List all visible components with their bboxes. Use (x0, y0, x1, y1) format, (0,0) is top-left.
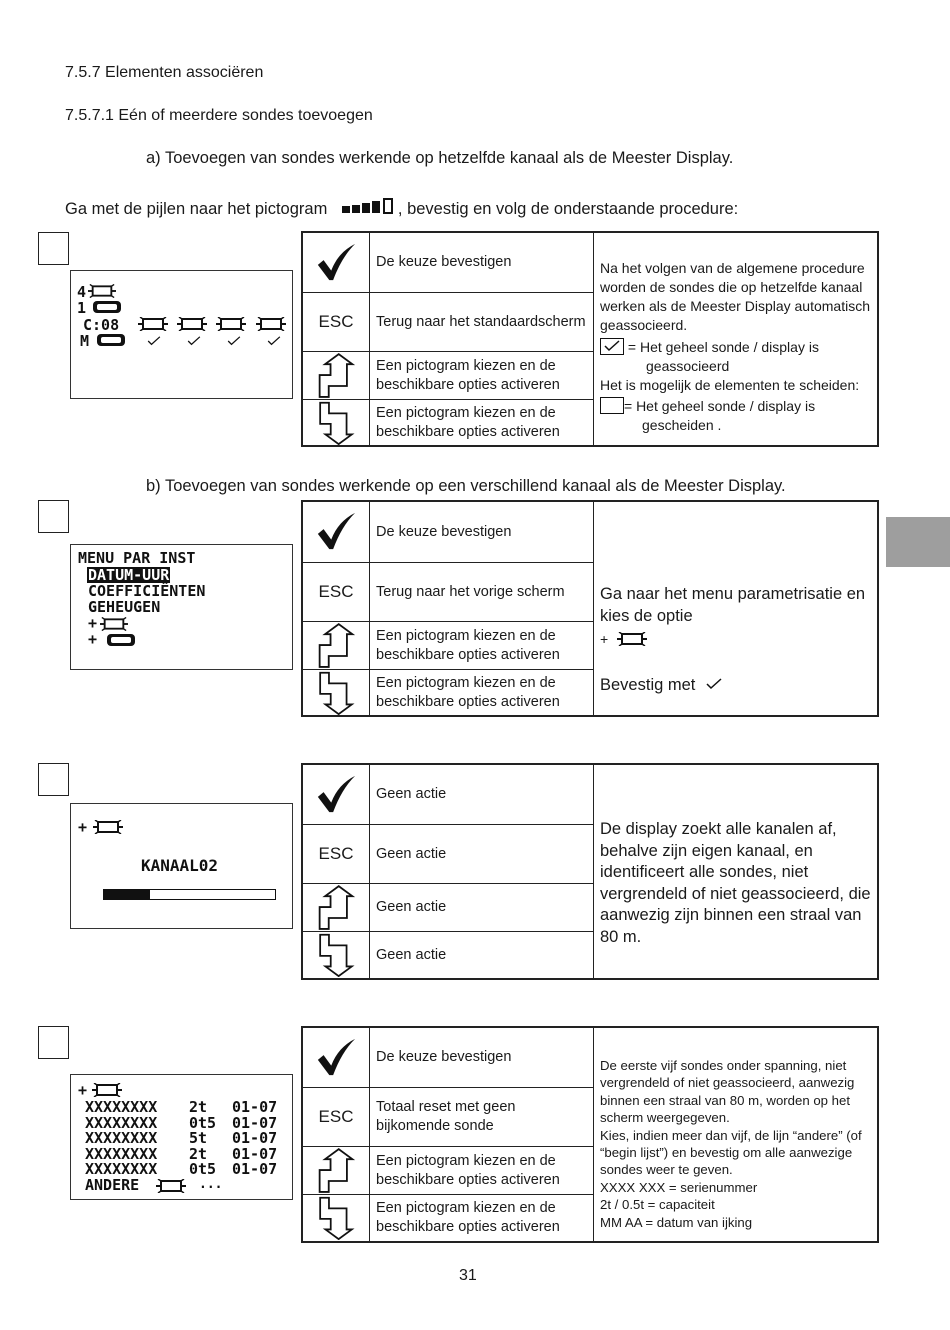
progress-fill (104, 890, 150, 899)
step-number-box-2 (38, 500, 69, 533)
probe-icon (176, 317, 208, 331)
section-heading: 7.5.7 Elementen associëren (65, 64, 264, 81)
row-esc (303, 1088, 593, 1147)
description-line: De eerste vijf sondes onder spanning, niet vergrendeld of niet geassocieerd, aanwezig binnen een straal van 80 m, worden op het scherm weergegeven. (600, 1058, 855, 1126)
confirm-text: Bevestig met (600, 675, 696, 694)
lcd-screen-4 (70, 1074, 293, 1200)
description-2 (593, 502, 877, 715)
lcd4-other-item[interactable]: ANDERE (85, 1176, 140, 1194)
arrow-down-icon (316, 671, 356, 715)
navigation-instruction (65, 198, 738, 219)
esc-key-label: ESC (318, 582, 354, 601)
subsection-heading: 7.5.7.1 Eén of meerdere sondes toevoegen (65, 107, 373, 124)
description-line: Kies, indien meer dan vijf, de lijn “andere” (of “begin lijst”) en bevestig om alle aanwezige sondes weer te geven. (600, 1127, 862, 1178)
probe-serial: XXXXXXXX (85, 1160, 158, 1178)
checkmark-icon (706, 677, 722, 691)
probe-calibration-date: 01-07 (232, 1113, 278, 1132)
description-3: De display zoekt alle kanalen af, behalve zijn eigen kanaal, en identificeert alle sondes, niet vergrendeld of niet geassocieerd, die aanwezig zijn binnen een straal van 80 m. (593, 765, 877, 978)
checkmark-icon (315, 1037, 357, 1079)
esc-key-label: ESC (318, 1107, 354, 1126)
row-text: Een pictogram kiezen en de beschikbare opties activeren (376, 674, 560, 710)
row-arrow-up (303, 1147, 593, 1195)
search-progress-bar (103, 889, 276, 900)
probe-capacity: 0t5 (189, 1113, 217, 1132)
step-number-box-1 (38, 232, 69, 265)
probe-icon (88, 284, 116, 298)
display-icon (88, 300, 126, 314)
associated-line (600, 338, 877, 357)
probe-calibration-date: 01-07 (232, 1160, 278, 1178)
probe-capacity: 2t (189, 1144, 208, 1163)
lcd2-item[interactable]: GEHEUGEN (88, 598, 161, 616)
row-arrow-up (303, 884, 593, 932)
lcd1-line2: 1 (77, 299, 87, 317)
row-text: Een pictogram kiezen en de beschikbare opties activeren (376, 404, 560, 440)
row-text: Een pictogram kiezen en de beschikbare opties activeren (376, 1152, 560, 1188)
case-a-text: a) Toevoegen van sondes werkende op hetzelfde kanaal als de Meester Display. (146, 149, 734, 167)
separated-line (600, 397, 877, 416)
row-text: De keuze bevestigen (376, 523, 512, 540)
row-esc (303, 293, 593, 352)
probe-serial: XXXXXXXX (85, 1113, 158, 1132)
row-text: Een pictogram kiezen en de beschikbare opties activeren (376, 1200, 560, 1235)
row-text: De keuze bevestigen (376, 254, 512, 270)
possible-text: Het is mogelijk de elementen te scheiden: (600, 377, 860, 393)
probe-capacity: 0t5 (189, 1160, 217, 1178)
row-text: Een pictogram kiezen en de beschikbare opties activeren (376, 627, 560, 663)
row-arrow-down (303, 670, 593, 715)
row-arrow-down (303, 400, 593, 445)
description-1 (593, 233, 877, 445)
row-text: Geen actie (376, 946, 447, 963)
probe-calibration-date: 01-07 (232, 1129, 278, 1147)
probe-icon (90, 1083, 124, 1097)
lcd1-master: M (80, 332, 90, 350)
arrow-down-icon (316, 401, 356, 445)
lcd3-plus: + (78, 818, 88, 836)
probe-icon (91, 820, 125, 834)
probe-calibration-date: 01-07 (232, 1144, 278, 1163)
plus-text: + (600, 631, 609, 647)
probe-icon (616, 632, 648, 646)
tick-icon (227, 336, 241, 346)
probe-capacity: 2t (189, 1098, 208, 1116)
row-confirm (303, 233, 593, 293)
page-number: 31 (459, 1267, 477, 1284)
nav-after-text: , bevestig en volg de onderstaande procedure: (397, 200, 739, 218)
checkmark-icon (315, 774, 357, 816)
probe-serial: XXXXXXXX (85, 1129, 158, 1147)
tick-icon (147, 336, 161, 346)
description-line: MM AA = datum van ijking (600, 1214, 753, 1230)
row-text: Een pictogram kiezen en de beschikbare opties activeren (376, 357, 560, 393)
row-arrow-down (303, 932, 593, 978)
row-esc (303, 825, 593, 884)
arrow-down-icon (316, 933, 356, 977)
separated-text: = Het geheel sonde / display is (624, 398, 816, 414)
probe-list-row[interactable] (85, 1130, 285, 1146)
description-4 (593, 1028, 877, 1241)
action-table-4 (301, 1026, 879, 1243)
probe-icon (215, 317, 247, 331)
tick-icon (267, 336, 281, 346)
probe-list-row[interactable] (85, 1099, 285, 1115)
checkmark-icon (315, 511, 357, 553)
row-text: Terug naar het vorige scherm (376, 583, 565, 600)
row-text: Geen actie (376, 845, 447, 862)
lcd-screen-3 (70, 803, 293, 929)
arrow-down-icon (316, 1196, 356, 1240)
row-text: Terug naar het standaardscherm (376, 313, 586, 330)
option-line (600, 629, 877, 651)
probe-calibration-date: 01-07 (232, 1098, 278, 1116)
probe-capacity: 5t (189, 1129, 208, 1147)
step-number-box-3 (38, 763, 69, 796)
row-esc (303, 563, 593, 622)
row-text: De keuze bevestigen (376, 1049, 512, 1065)
checked-box-icon (600, 338, 624, 355)
arrow-up-icon (316, 623, 356, 669)
lcd4-plus: + (78, 1081, 88, 1099)
probe-icon (153, 1179, 189, 1193)
row-confirm (303, 1028, 593, 1088)
description-intro: Na het volgen van de algemene procedure worden de sondes die op hetzelfde kanaal werken als de Meester Display automatisch geassocieerd. (600, 260, 871, 333)
esc-key-label: ESC (318, 312, 354, 331)
signal-bars-icon (340, 198, 398, 216)
probe-list-row[interactable] (85, 1161, 285, 1177)
lcd-screen-2 (70, 544, 293, 670)
nav-before-text: Ga met de pijlen naar het pictogram (65, 200, 328, 218)
lcd1-line1: 4 (77, 283, 87, 301)
row-text: Totaal reset met geen bijkomende sonde (376, 1099, 516, 1134)
action-table-2 (301, 500, 879, 717)
associated-text-2: geassocieerd (646, 358, 730, 374)
probe-serial: XXXXXXXX (85, 1144, 158, 1163)
arrow-up-icon (316, 1148, 356, 1194)
description-line: XXXX XXX = serienummer (600, 1179, 758, 1195)
description-main: Ga naar het menu parametrisatie en kies de optie (600, 585, 866, 625)
display-icon (92, 333, 130, 347)
lcd-screen-1 (70, 270, 293, 399)
separated-text-2: gescheiden . (642, 417, 722, 433)
row-text: Geen actie (376, 899, 447, 915)
lcd1-channel: C:08 (83, 316, 120, 334)
tick-icon (187, 336, 201, 346)
lcd2-item[interactable]: + (88, 614, 98, 632)
arrow-up-icon (316, 885, 356, 931)
lcd2-selected-item[interactable]: DATUM-UUR (88, 566, 170, 584)
row-arrow-up (303, 352, 593, 400)
description-line: 2t / 0.5t = capaciteit (600, 1197, 715, 1213)
row-confirm (303, 765, 593, 825)
row-text: Geen actie (376, 786, 447, 802)
lcd2-title: MENU PAR INST (78, 549, 196, 567)
probe-icon (255, 317, 287, 331)
row-arrow-up (303, 622, 593, 670)
probe-serial: XXXXXXXX (85, 1098, 158, 1116)
probe-icon (137, 317, 169, 331)
action-table-1 (301, 231, 879, 447)
checkmark-icon (315, 242, 357, 284)
case-b-text: b) Toevoegen van sondes werkende op een verschillend kanaal als de Meester Display. (146, 477, 786, 495)
empty-box-icon (600, 397, 624, 414)
lcd2-item[interactable]: + (88, 630, 98, 648)
display-icon (100, 633, 142, 647)
confirm-line (600, 675, 877, 697)
associated-text: = Het geheel sonde / display is (627, 339, 819, 355)
action-table-3 (301, 763, 879, 980)
arrow-up-icon (316, 353, 356, 399)
step-number-box-4 (38, 1026, 69, 1059)
lcd3-channel: KANAAL02 (141, 856, 219, 875)
probe-icon (100, 617, 128, 631)
lcd2-item[interactable]: COEFFICIËNTEN (88, 582, 206, 600)
row-confirm (303, 502, 593, 563)
esc-key-label: ESC (318, 844, 354, 863)
chapter-tab (886, 517, 950, 567)
row-arrow-down (303, 1195, 593, 1241)
lcd4-ellipsis: ... (199, 1177, 223, 1192)
